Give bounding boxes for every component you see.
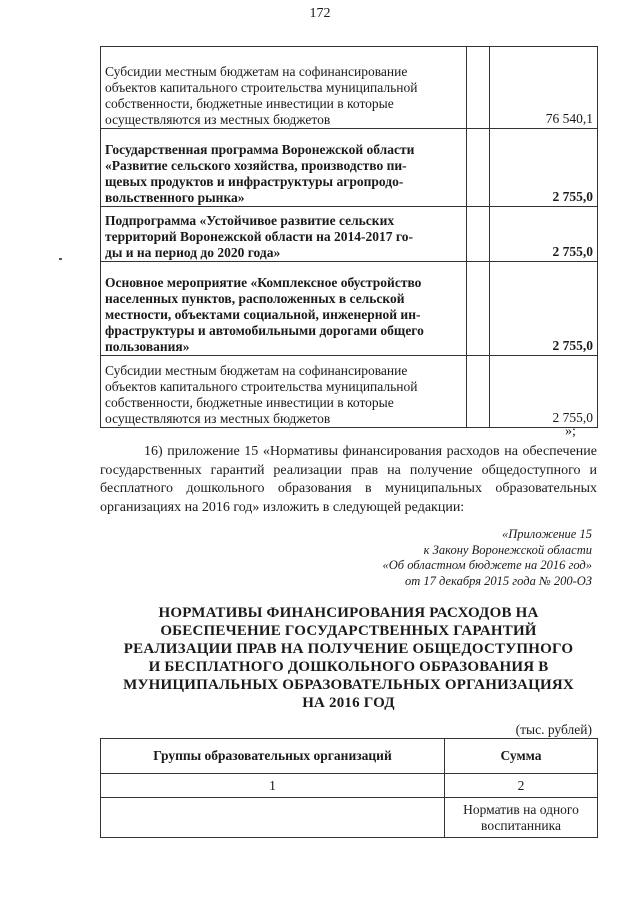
column-number: 2 (445, 774, 598, 798)
page-number: 172 (309, 6, 331, 21)
amendment-paragraph: 16) приложение 15 «Нормативы финансирования расходов на обеспечение государственных гарантий реализации прав на получение общедоступного и бесплатного дошкольного образования в муниципальных образовательных организациях на 2016 год» изложить в следующей редакции: (100, 444, 597, 515)
appendix-line: к Закону Воронежской области (423, 542, 592, 557)
budget-row (101, 262, 598, 356)
budget-row-description: Субсидии местным бюджетам на софинансирование объектов капитального строительства муниципальной собственности, бюджетные инвестиции в которые осуществляются из местных бюджетов (101, 356, 467, 428)
column-number: 1 (101, 774, 445, 798)
budget-row (101, 129, 598, 207)
units-label: (тыс. рублей) (515, 722, 592, 737)
column-number-row (101, 774, 598, 798)
table-cell: Норматив на одного воспитанника (445, 798, 598, 838)
table-cell (101, 798, 445, 838)
table-header-row (101, 739, 598, 774)
column-header-amount: Сумма (445, 739, 598, 774)
appendix-reference (383, 527, 592, 589)
budget-table (100, 46, 598, 428)
appendix-line: «Об областном бюджете на 2016 год» (382, 558, 592, 572)
appendix-line: «Приложение 15 (502, 527, 592, 541)
closing-quote: »; (565, 424, 576, 439)
budget-row-description: Государственная программа Воронежской области «Развитие сельского хозяйства, производство пи- щевых продуктов и инфраструктуры агропродо- вольственного рынка» (101, 129, 467, 207)
budget-row-amount: 2 755,0 (490, 356, 598, 428)
budget-row (101, 207, 598, 262)
budget-row-amount: 2 755,0 (490, 207, 598, 262)
table-row (101, 798, 598, 838)
appendix-line: от 17 декабря 2015 года № 200-ОЗ (405, 573, 592, 588)
budget-row-description: Подпрограмма «Устойчивое развитие сельских территорий Воронежской области на 2014-2017 го- ды и на период до 2020 года» (101, 207, 467, 262)
budget-row-amount: 2 755,0 (490, 262, 598, 356)
budget-row (101, 356, 598, 428)
budget-row-amount: 76 540,1 (490, 47, 598, 129)
budget-row (101, 47, 598, 129)
section-title: НОРМАТИВЫ ФИНАНСИРОВАНИЯ РАСХОДОВ НА ОБЕСПЕЧЕНИЕ ГОСУДАРСТВЕННЫХ ГАРАНТИЙ РЕАЛИЗАЦИИ ПРАВ НА ПОЛУЧЕНИЕ ОБЩЕДОСТУПНОГО И БЕСПЛАТНОГО ДОШКОЛЬНОГО ОБРАЗОВАНИЯ В МУНИЦИПАЛЬНЫХ ОБРАЗОВАТЕЛЬНЫХ ОРГАНИЗАЦИЯХ НА 2016 ГОД (123, 605, 574, 711)
budget-row-description: Основное мероприятие «Комплексное обустройство населенных пунктов, расположенных в сельской местности, объектами социальной, инженерной ин- фраструктуры и автомобильными дорогами общего пользования» (101, 262, 467, 356)
budget-row-amount: 2 755,0 (490, 129, 598, 207)
budget-row-description: Субсидии местным бюджетам на софинансирование объектов капитального строительства муниципальной собственности, бюджетные инвестиции в которые осуществляются из местных бюджетов (101, 47, 467, 129)
column-header-groups: Группы образовательных организаций (101, 739, 445, 774)
norms-table (100, 738, 598, 838)
scan-speck (59, 258, 62, 260)
